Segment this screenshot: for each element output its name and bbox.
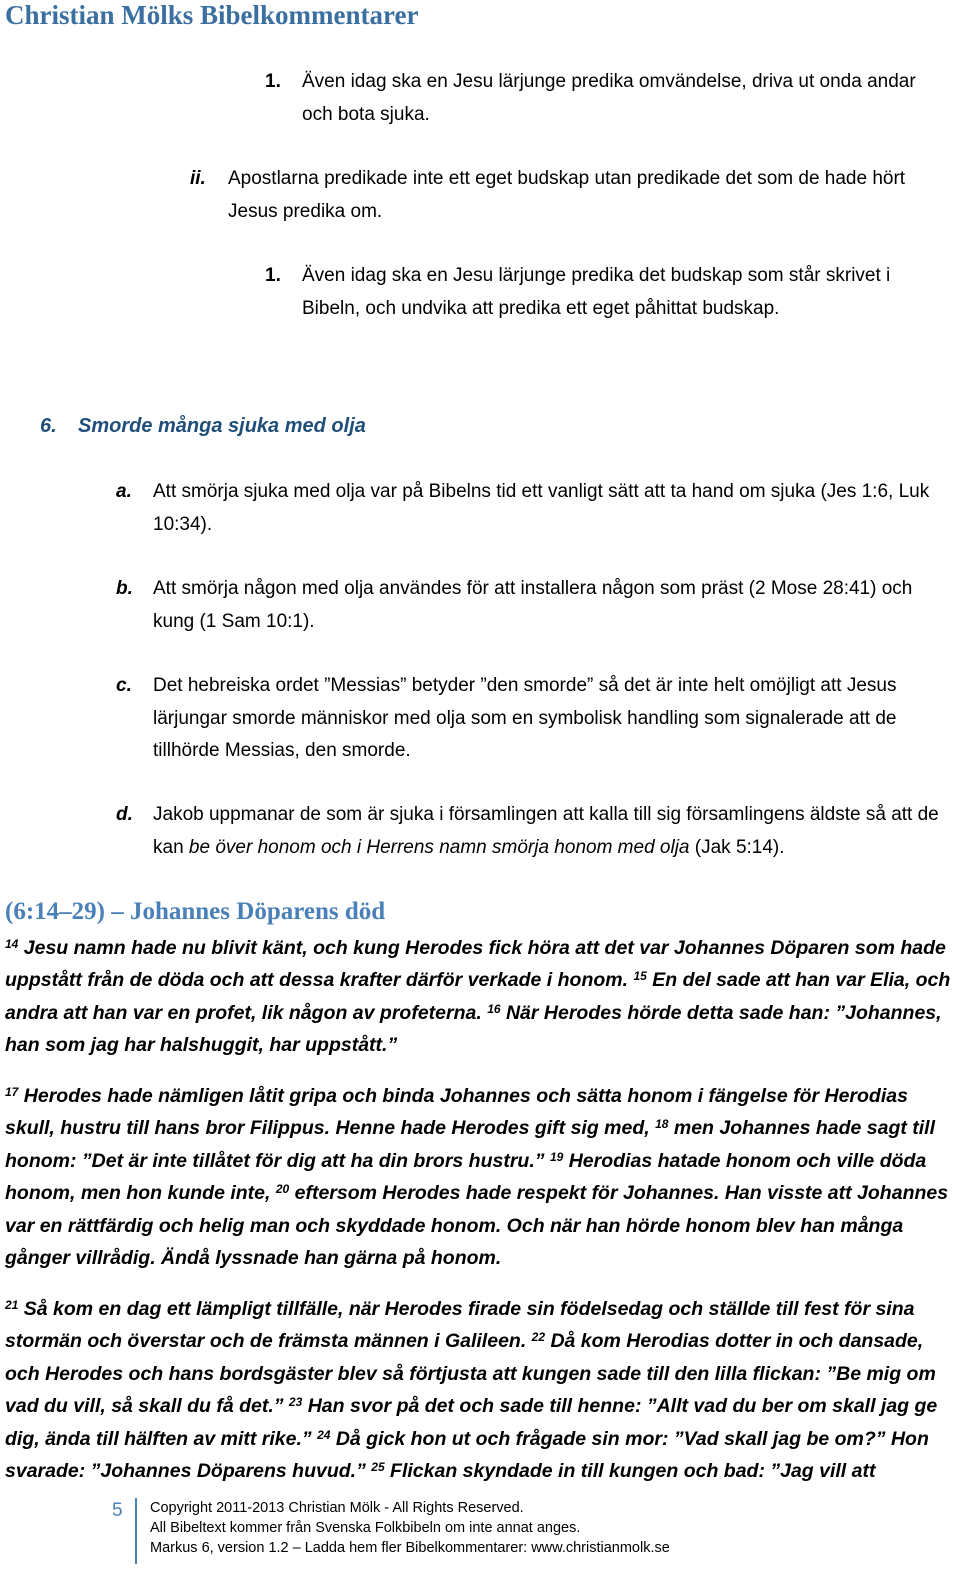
verse-number: 19 [549, 1149, 564, 1164]
list-marker: a. [116, 481, 132, 502]
list-item-text [153, 799, 943, 864]
list-item-text: Att smörja sjuka med olja var på Bibelns tid ett vanligt sätt att ta hand om sjuka (Jes 1:6, Luk 10:34). [153, 481, 930, 535]
footer-version-link: Markus 6, version 1.2 – Ladda hem fler Bibelkommentarer: www.christianmolk.se [150, 1540, 670, 1556]
scripture-paragraph [5, 1080, 955, 1274]
outline-marker: ii. [190, 168, 206, 189]
verse-text: Jesu namn hade nu blivit känt, och kung Herodes fick höra att det var Johannes Döparen som hade uppstått från de döda och att dessa krafter därför verkade i honom. [5, 937, 946, 992]
verse-text: eftersom Herodes hade respekt för Johannes. Han visste att Johannes var en rättfärdig och helig man och skyddade honom. Och när han hörde honom blev han många gånger villrådig. Ändå lyssnade han gärna på honom. [5, 1182, 949, 1270]
verse-text: Herodes hade nämligen låtit gripa och binda Johannes och sätta honom i fängelse för Herodias skull, hustru till hans bror Filippus. Henne hade Herodes gift sig med, [5, 1085, 908, 1140]
verse-number: 14 [5, 937, 19, 951]
verse-text: Så kom en dag ett lämpligt tillfälle, när Herodes firade sin födelsedag och ställde till fest för sina stormän och överstar och de främsta männen i Galileen. [5, 1298, 915, 1353]
outline-text: Även idag ska en Jesu lärjunge predika omvändelse, driva ut onda andar och bota sjuka. [302, 71, 916, 125]
list-marker: b. [116, 578, 133, 599]
list-marker: d. [116, 804, 133, 825]
verse-text: Då gick hon ut och frågade sin mor: ”Vad skall jag be om?” Hon svarade: ”Johannes Döparens huvud.” [5, 1427, 929, 1483]
point-heading: Smorde många sjuka med olja [78, 415, 366, 437]
list-item-text: Att smörja någon med olja användes för att installera någon som präst (2 Mose 28:41) och kung (1 Sam 10:1). [153, 578, 913, 632]
footer-copyright: Copyright 2011-2013 Christian Mölk - All Rights Reserved. [150, 1500, 524, 1516]
verse-number: 25 [371, 1460, 385, 1475]
footer-source-note: All Bibeltext kommer från Svenska Folkbibeln om inte annat anges. [150, 1520, 581, 1536]
item-text-plain: (Jak 5:14). [689, 836, 785, 858]
verse-number: 21 [5, 1298, 19, 1312]
point-number: 6. [40, 415, 57, 437]
list-marker: c. [116, 675, 132, 696]
outline-text: Apostlarna predikade inte ett eget budskap utan predikade det som de hade hört Jesus predika om. [228, 168, 906, 222]
verse-text: Då kom Herodias dotter in och dansade, och Herodes och hans bordsgäster blev så förtjusta att kungen sade till den lilla flickan: ”Be mig om vad du vill, så skall du få det.” [5, 1330, 936, 1418]
verse-text: När Herodes hörde detta sade han: ”Johannes, han som jag har halshuggit, har uppstått.” [5, 1001, 942, 1057]
verse-number: 18 [655, 1117, 669, 1132]
page-number: 5 [112, 1500, 123, 1521]
verse-number: 24 [317, 1427, 331, 1442]
scripture-paragraph [5, 932, 955, 1062]
verse-text: men Johannes hade sagt till honom: ”Det är inte tillåtet för dig att ha din brors hustru.” [5, 1117, 936, 1172]
scripture-paragraph [5, 1293, 955, 1487]
verse-number: 22 [531, 1330, 546, 1345]
outline-text: Även idag ska en Jesu lärjunge predika det budskap som står skrivet i Bibeln, och undvika att predika ett eget påhittat budskap. [302, 265, 891, 319]
verse-number: 20 [275, 1182, 290, 1197]
verse-number: 16 [487, 1001, 501, 1016]
verse-text: Han svor på det och sade till henne: ”Allt vad du ber om skall jag ge dig, ända till hälften av mitt rike.” [5, 1395, 938, 1450]
footer-divider [135, 1498, 137, 1564]
section-heading: (6:14–29) – Johannes Döparens död [5, 898, 386, 925]
item-text-plain: Jakob uppmanar de som är sjuka i församlingen att kalla till sig församlingens äldste så att de kan [153, 804, 939, 858]
outline-marker: 1. [265, 265, 281, 286]
verse-number: 15 [633, 969, 647, 984]
list-item-text: Det hebreiska ordet ”Messias” betyder ”den smorde” så det är inte helt omöjligt att Jesus lärjungar smorde människor med olja som en symbolisk handling som signalerade att de tillhörde Messias, den smorde. [153, 675, 897, 761]
document-title: Christian Mölks Bibelkommentarer [5, 0, 419, 30]
item-text-quote: be över honom och i Herrens namn smörja honom med olja [188, 836, 690, 858]
verse-number: 17 [5, 1085, 19, 1099]
outline-marker: 1. [265, 71, 281, 92]
verse-text: Herodias hatade honom och ville döda honom, men hon kunde inte, [5, 1149, 927, 1205]
verse-text: En del sade att han var Elia, och andra att han var en profet, lik någon av profeterna. [5, 969, 951, 1024]
verse-text: Flickan skyndade in till kungen och bad: ”Jag vill att [384, 1460, 876, 1483]
verse-number: 23 [288, 1395, 303, 1410]
